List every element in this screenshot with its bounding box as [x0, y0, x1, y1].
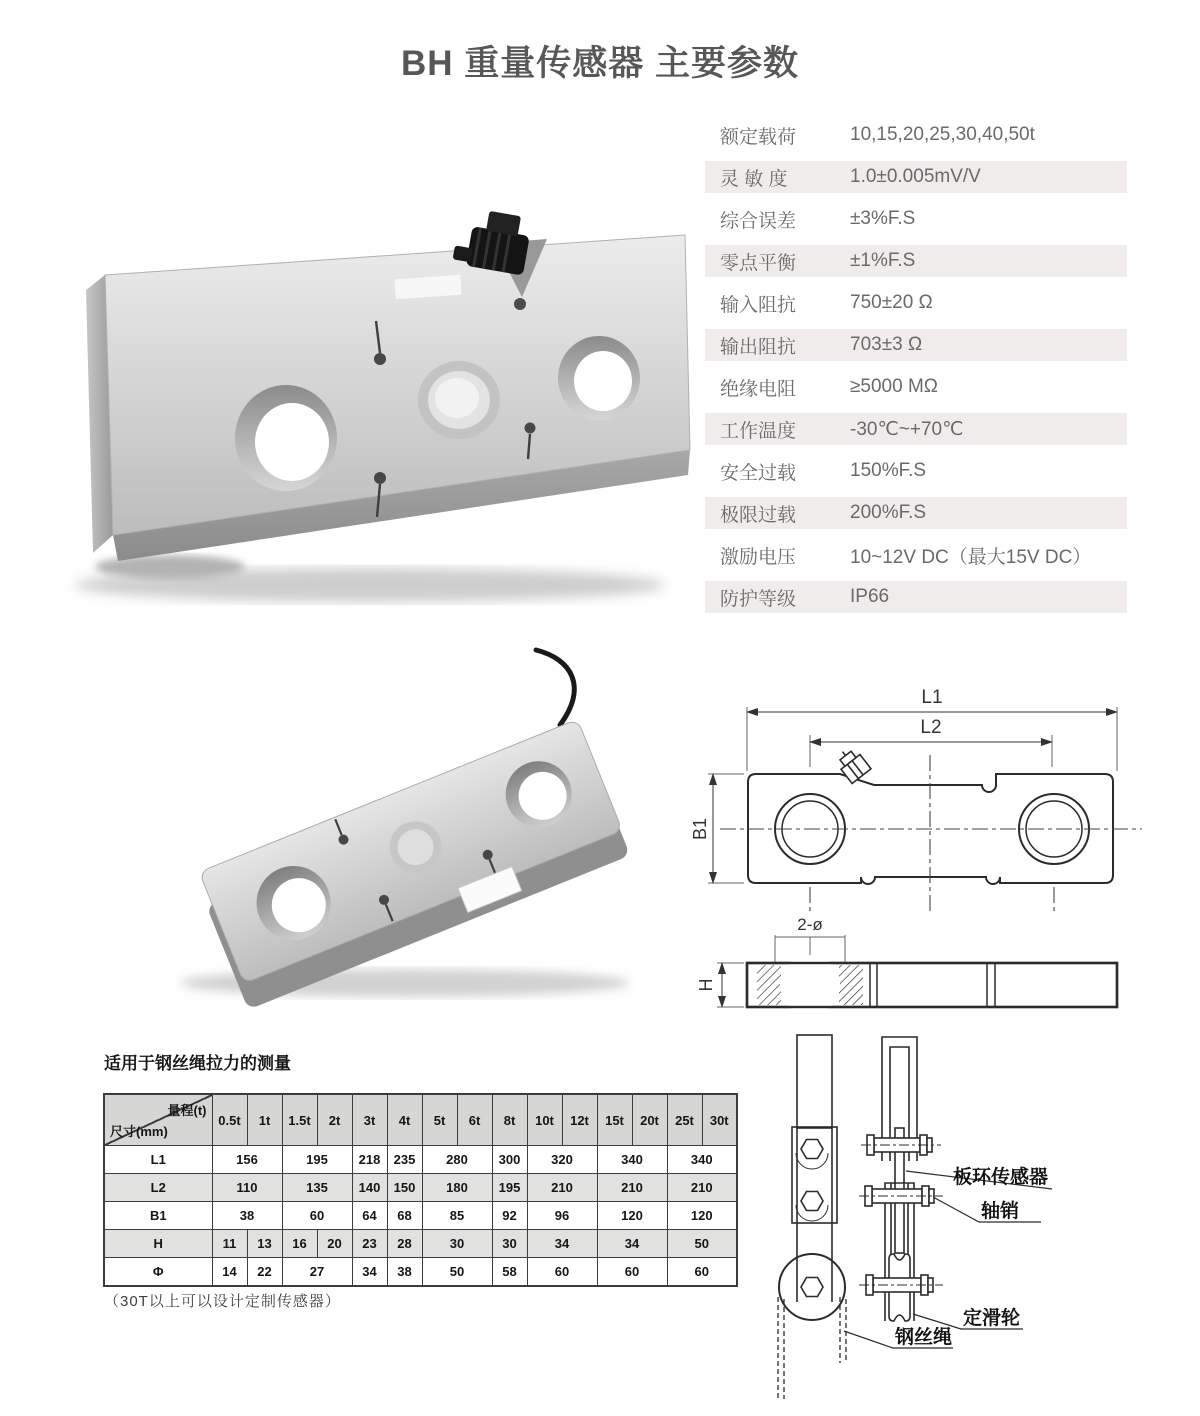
- table-cell: 38: [212, 1202, 282, 1230]
- col-header: 15t: [597, 1094, 632, 1146]
- table-cell: 280: [422, 1146, 492, 1174]
- spec-row: [705, 450, 1127, 492]
- table-cell: 156: [212, 1146, 282, 1174]
- table-cell: 50: [667, 1230, 737, 1258]
- page-title: BH 重量传感器 主要参数: [400, 44, 799, 83]
- spec-value: ±3%F.S: [850, 208, 916, 229]
- spec-row: [705, 156, 1127, 198]
- table-row: [104, 1146, 737, 1174]
- wire-rope-lines: [778, 1297, 846, 1399]
- col-header: 0.5t: [212, 1094, 247, 1146]
- table-cell: 27: [282, 1258, 352, 1287]
- row-header: Φ: [104, 1258, 212, 1287]
- photo-shadow: [75, 555, 665, 602]
- col-header: 1t: [247, 1094, 282, 1146]
- spec-row: [705, 198, 1127, 240]
- col-header: 1.5t: [282, 1094, 317, 1146]
- spec-row: [705, 282, 1127, 324]
- table-cell: 14: [212, 1258, 247, 1287]
- dim-label-2phi: 2-ø: [797, 915, 823, 934]
- table-cell: 20: [317, 1230, 352, 1258]
- spec-label: 额定载荷: [720, 126, 797, 148]
- spec-row: [705, 240, 1127, 282]
- load-cell-body: [194, 719, 633, 1009]
- table-cell: 210: [527, 1174, 597, 1202]
- dim-label-b1: B1: [690, 817, 710, 841]
- table-cell: 120: [597, 1202, 667, 1230]
- spec-label: 极限过载: [720, 504, 797, 526]
- col-header: 5t: [422, 1094, 457, 1146]
- spec-value: 1.0±0.005mV/V: [850, 166, 981, 187]
- spec-label: 灵 敏 度: [720, 168, 788, 190]
- side-view-assembly: [859, 1037, 943, 1321]
- row-header: L1: [104, 1146, 212, 1174]
- spec-value: 703±3 Ω: [850, 334, 923, 355]
- spec-label: 激励电压: [720, 546, 797, 568]
- table-cell: 210: [597, 1174, 667, 1202]
- label-plate-ring-sensor: 板环传感器: [953, 1167, 1049, 1188]
- spec-value: 10,15,20,25,30,40,50t: [850, 124, 1035, 145]
- spec-row: [705, 114, 1127, 156]
- top-view: [720, 744, 1142, 913]
- table-cell: 60: [597, 1258, 667, 1287]
- table-cell: 340: [667, 1146, 737, 1174]
- row-header: L2: [104, 1174, 212, 1202]
- spec-value: -30℃~+70℃: [850, 418, 964, 440]
- spec-label: 防护等级: [720, 588, 797, 610]
- spec-label: 综合误差: [720, 210, 797, 232]
- pulley-application-diagram: [745, 1025, 1200, 1410]
- table-cell: 68: [387, 1202, 422, 1230]
- load-cell-body: [86, 206, 690, 561]
- col-header: 3t: [352, 1094, 387, 1146]
- dim-table-caption: 适用于钢丝绳拉力的测量: [104, 1054, 291, 1073]
- table-row: [104, 1174, 737, 1202]
- table-header-row: [104, 1094, 737, 1146]
- dim-label-h: H: [696, 978, 716, 992]
- col-header: 8t: [492, 1094, 527, 1146]
- table-cell: 16: [282, 1230, 317, 1258]
- table-cell: 64: [352, 1202, 387, 1230]
- diaphragm: [418, 361, 500, 439]
- table-cell: 340: [597, 1146, 667, 1174]
- table-cell: 58: [492, 1258, 527, 1287]
- spec-label: 零点平衡: [720, 252, 797, 274]
- table-cell: 13: [247, 1230, 282, 1258]
- spec-value: ≥5000 MΩ: [850, 376, 939, 397]
- spec-value: IP66: [850, 586, 890, 607]
- spec-row: [705, 492, 1127, 534]
- table-cell: 30: [422, 1230, 492, 1258]
- table-cell: 22: [247, 1258, 282, 1287]
- col-header: 10t: [527, 1094, 562, 1146]
- table-cell: 85: [422, 1202, 492, 1230]
- spec-table: [705, 114, 1127, 618]
- spec-row: [705, 408, 1127, 450]
- label-wire-rope: 钢丝绳: [895, 1327, 953, 1348]
- spec-value: 200%F.S: [850, 502, 927, 523]
- table-cell: 135: [282, 1174, 352, 1202]
- table-cell: 180: [422, 1174, 492, 1202]
- table-cell: 195: [282, 1146, 352, 1174]
- table-cell: 11: [212, 1230, 247, 1258]
- spec-row: [705, 366, 1127, 408]
- dim-label-l2: L2: [920, 717, 942, 738]
- table-cell: 140: [352, 1174, 387, 1202]
- col-header: 25t: [667, 1094, 702, 1146]
- row-header: H: [104, 1230, 212, 1258]
- table-cell: 60: [282, 1202, 352, 1230]
- sensor-cable: [536, 650, 574, 725]
- col-header: 30t: [702, 1094, 737, 1146]
- table-cell: 150: [387, 1174, 422, 1202]
- table-cell: 60: [667, 1258, 737, 1287]
- table-cell: 300: [492, 1146, 527, 1174]
- table-cell: 38: [387, 1258, 422, 1287]
- table-cell: 218: [352, 1146, 387, 1174]
- label-axle-pin: 轴销: [981, 1201, 1020, 1222]
- spec-row: [705, 534, 1127, 576]
- table-cell: 28: [387, 1230, 422, 1258]
- spec-label: 工作温度: [720, 420, 797, 442]
- dim-label-l1: L1: [921, 687, 943, 708]
- col-header: 4t: [387, 1094, 422, 1146]
- table-row: [104, 1202, 737, 1230]
- dim-table-note: （30T以上可以设计定制传感器）: [104, 1293, 341, 1310]
- table-cell: 110: [212, 1174, 282, 1202]
- spec-label: 输入阻抗: [720, 294, 797, 316]
- col-header: 2t: [317, 1094, 352, 1146]
- spec-row: [705, 576, 1127, 618]
- table-cell: 92: [492, 1202, 527, 1230]
- spec-value: ±1%F.S: [850, 250, 916, 271]
- spec-value: 150%F.S: [850, 460, 927, 481]
- spec-value: 750±20 Ω: [850, 292, 933, 313]
- table-cell: 195: [492, 1174, 527, 1202]
- col-header: 20t: [632, 1094, 667, 1146]
- table-cell: 235: [387, 1146, 422, 1174]
- col-header: 6t: [457, 1094, 492, 1146]
- col-header: 12t: [562, 1094, 597, 1146]
- dimension-drawing: [680, 685, 1200, 1015]
- dimensions-table: [103, 1093, 738, 1287]
- corner-label-size: 尺寸(mm): [110, 1124, 168, 1139]
- table-row: [104, 1258, 737, 1287]
- spec-value: 10~12V DC（最大15V DC）: [850, 546, 1092, 568]
- table-cell: 23: [352, 1230, 387, 1258]
- load-cell-photo-angled: [140, 645, 670, 1045]
- side-view: [747, 955, 1117, 1015]
- label-fixed-pulley: 定滑轮: [963, 1308, 1021, 1329]
- table-row: [104, 1230, 737, 1258]
- spec-label: 安全过载: [720, 462, 797, 484]
- table-cell: 34: [597, 1230, 667, 1258]
- corner-label-range: 量程(t): [167, 1103, 207, 1118]
- table-cell: 210: [667, 1174, 737, 1202]
- load-cell-photo-front: [50, 185, 710, 625]
- spec-label: 绝缘电阻: [720, 378, 797, 400]
- table-cell: 96: [527, 1202, 597, 1230]
- table-cell: 120: [667, 1202, 737, 1230]
- table-cell: 50: [422, 1258, 492, 1287]
- corner-cell: [104, 1094, 212, 1146]
- table-cell: 30: [492, 1230, 527, 1258]
- table-cell: 34: [527, 1230, 597, 1258]
- table-cell: 34: [352, 1258, 387, 1287]
- spec-row: [705, 324, 1127, 366]
- table-cell: 320: [527, 1146, 597, 1174]
- front-view-assembly: [779, 1035, 845, 1320]
- row-header: B1: [104, 1202, 212, 1230]
- spec-label: 输出阻抗: [720, 336, 797, 358]
- dim-h: [717, 963, 744, 1007]
- table-cell: 60: [527, 1258, 597, 1287]
